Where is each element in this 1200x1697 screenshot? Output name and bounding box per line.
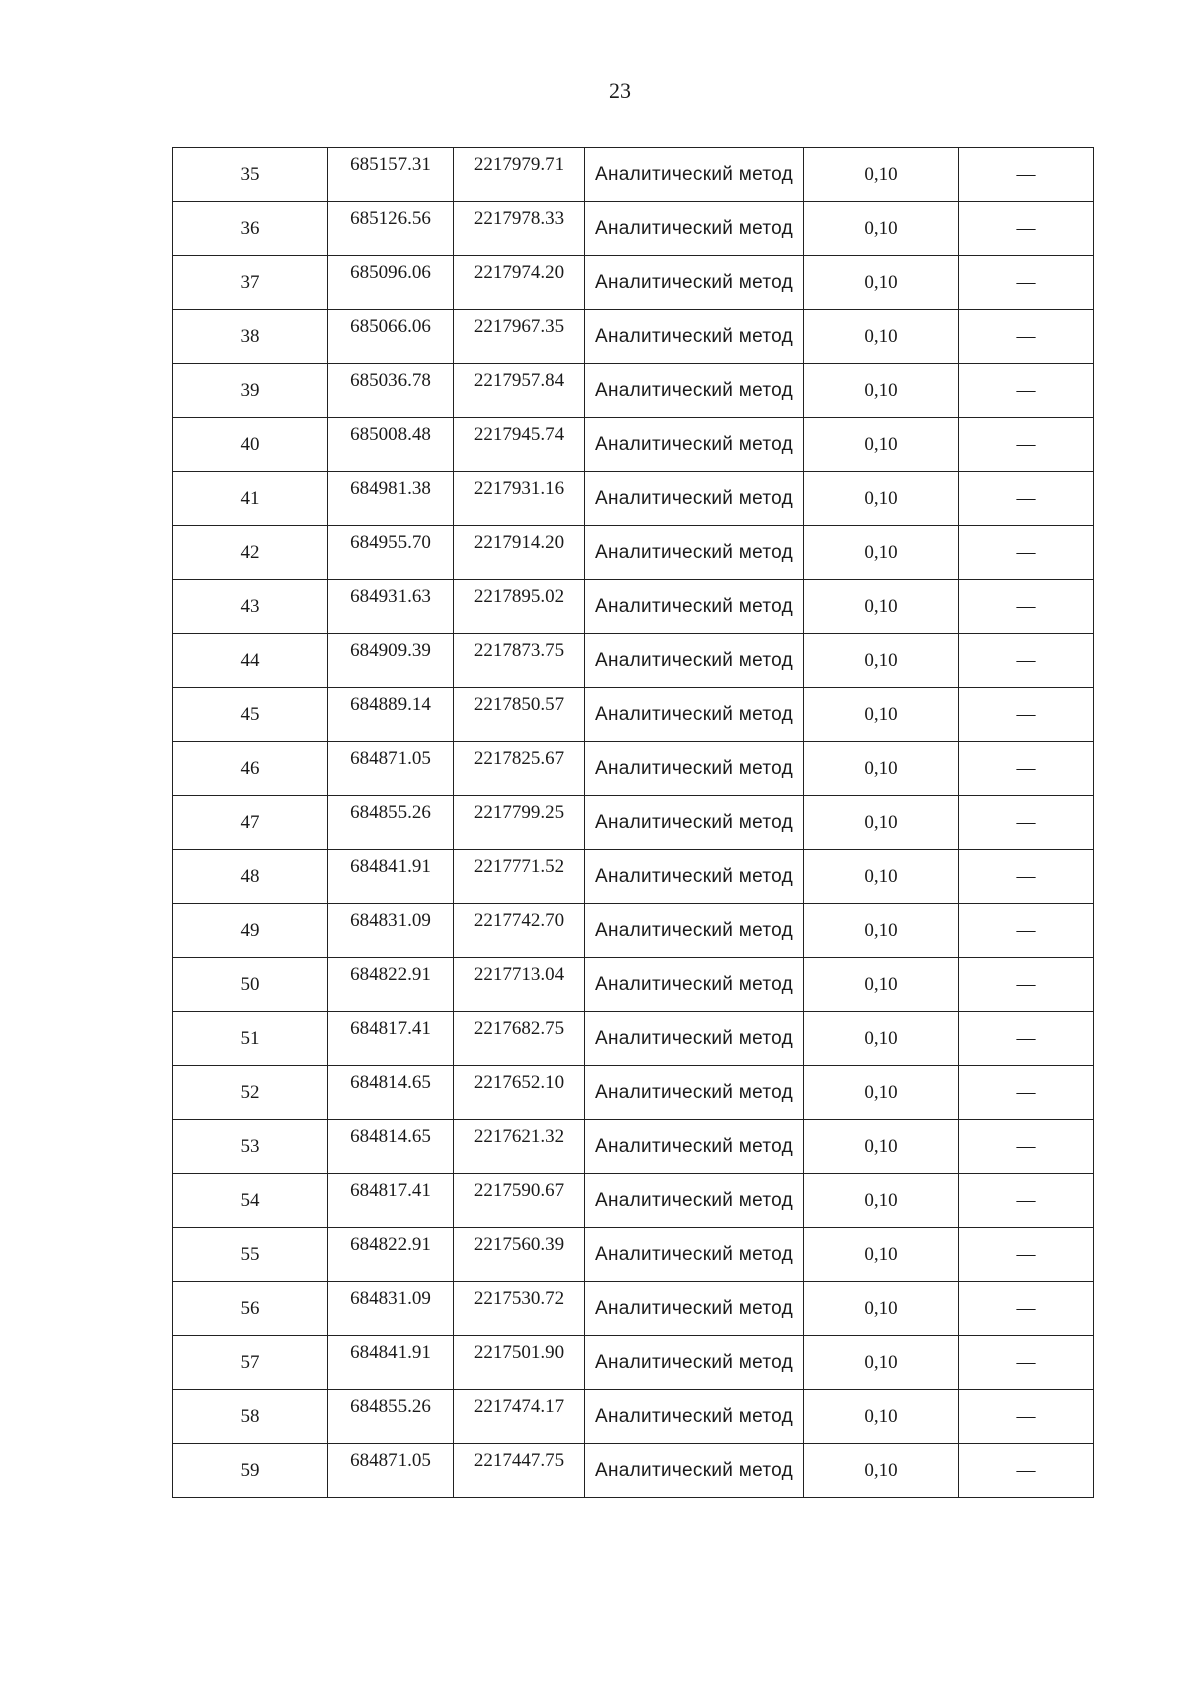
accuracy-cell: 0,10 (804, 148, 959, 202)
y-coordinate-cell (454, 418, 585, 472)
table-row (173, 418, 1094, 472)
x-coordinate-cell (328, 1066, 454, 1120)
method-cell: Аналитический метод (585, 310, 804, 364)
note-cell: — (959, 1012, 1094, 1066)
point-number-cell: 59 (173, 1444, 328, 1498)
accuracy-cell: 0,10 (804, 1444, 959, 1498)
y-coordinate-cell (454, 472, 585, 526)
table-row (173, 364, 1094, 418)
accuracy-cell: 0,10 (804, 580, 959, 634)
y-coordinate-cell (454, 796, 585, 850)
table-row (173, 1336, 1094, 1390)
y-coordinate-cell (454, 1012, 585, 1066)
x-coordinate-value: 684955.70 (350, 531, 431, 553)
x-coordinate-cell (328, 1012, 454, 1066)
table-body (173, 148, 1094, 1498)
method-cell: Аналитический метод (585, 850, 804, 904)
method-cell: Аналитический метод (585, 526, 804, 580)
note-cell: — (959, 688, 1094, 742)
method-cell: Аналитический метод (585, 742, 804, 796)
point-number-cell: 48 (173, 850, 328, 904)
method-cell: Аналитический метод (585, 1066, 804, 1120)
note-cell: — (959, 850, 1094, 904)
x-coordinate-value: 684855.26 (350, 1395, 431, 1417)
y-coordinate-cell (454, 1228, 585, 1282)
y-coordinate-value: 2217530.72 (473, 1287, 565, 1309)
x-coordinate-value: 684831.09 (350, 909, 431, 931)
y-coordinate-value: 2217979.71 (473, 153, 565, 175)
y-coordinate-value: 2217742.70 (473, 909, 565, 931)
y-coordinate-cell (454, 1120, 585, 1174)
method-cell: Аналитический метод (585, 256, 804, 310)
accuracy-cell: 0,10 (804, 634, 959, 688)
x-coordinate-cell (328, 526, 454, 580)
x-coordinate-cell (328, 958, 454, 1012)
point-number-cell: 42 (173, 526, 328, 580)
x-coordinate-value: 684814.65 (350, 1125, 431, 1147)
point-number-cell: 37 (173, 256, 328, 310)
x-coordinate-value: 684841.91 (350, 1341, 431, 1363)
accuracy-cell: 0,10 (804, 1228, 959, 1282)
y-coordinate-value: 2217771.52 (473, 855, 565, 877)
accuracy-cell: 0,10 (804, 526, 959, 580)
x-coordinate-cell (328, 1390, 454, 1444)
y-coordinate-cell (454, 1444, 585, 1498)
table-row (173, 634, 1094, 688)
table-row (173, 148, 1094, 202)
note-cell: — (959, 1444, 1094, 1498)
y-coordinate-cell (454, 634, 585, 688)
note-cell: — (959, 472, 1094, 526)
point-number-cell: 56 (173, 1282, 328, 1336)
note-cell: — (959, 202, 1094, 256)
y-coordinate-value: 2217474.17 (473, 1395, 565, 1417)
x-coordinate-cell (328, 1282, 454, 1336)
y-coordinate-cell (454, 1282, 585, 1336)
x-coordinate-value: 685036.78 (350, 369, 431, 391)
note-cell: — (959, 634, 1094, 688)
y-coordinate-cell (454, 742, 585, 796)
accuracy-cell: 0,10 (804, 472, 959, 526)
method-cell: Аналитический метод (585, 364, 804, 418)
x-coordinate-cell (328, 310, 454, 364)
point-number-cell: 51 (173, 1012, 328, 1066)
x-coordinate-cell (328, 1228, 454, 1282)
table-row (173, 742, 1094, 796)
method-cell: Аналитический метод (585, 1012, 804, 1066)
method-cell: Аналитический метод (585, 418, 804, 472)
point-number-cell: 45 (173, 688, 328, 742)
note-cell: — (959, 526, 1094, 580)
accuracy-cell: 0,10 (804, 742, 959, 796)
table-row (173, 256, 1094, 310)
note-cell: — (959, 742, 1094, 796)
point-number-cell: 53 (173, 1120, 328, 1174)
point-number-cell: 38 (173, 310, 328, 364)
point-number-cell: 52 (173, 1066, 328, 1120)
accuracy-cell: 0,10 (804, 1282, 959, 1336)
accuracy-cell: 0,10 (804, 1012, 959, 1066)
x-coordinate-cell (328, 688, 454, 742)
y-coordinate-value: 2217967.35 (473, 315, 565, 337)
y-coordinate-cell (454, 1336, 585, 1390)
note-cell: — (959, 1282, 1094, 1336)
accuracy-cell: 0,10 (804, 310, 959, 364)
method-cell: Аналитический метод (585, 1444, 804, 1498)
table-row (173, 1066, 1094, 1120)
y-coordinate-value: 2217825.67 (473, 747, 565, 769)
table-row (173, 580, 1094, 634)
accuracy-cell: 0,10 (804, 850, 959, 904)
note-cell: — (959, 310, 1094, 364)
point-number-cell: 55 (173, 1228, 328, 1282)
x-coordinate-cell (328, 202, 454, 256)
method-cell: Аналитический метод (585, 202, 804, 256)
y-coordinate-cell (454, 850, 585, 904)
note-cell: — (959, 148, 1094, 202)
x-coordinate-cell (328, 1444, 454, 1498)
note-cell: — (959, 1174, 1094, 1228)
x-coordinate-value: 684889.14 (350, 693, 431, 715)
note-cell: — (959, 418, 1094, 472)
y-coordinate-value: 2217799.25 (473, 801, 565, 823)
point-number-cell: 35 (173, 148, 328, 202)
method-cell: Аналитический метод (585, 796, 804, 850)
y-coordinate-value: 2217945.74 (473, 423, 565, 445)
x-coordinate-cell (328, 256, 454, 310)
method-cell: Аналитический метод (585, 1120, 804, 1174)
coordinates-table (172, 147, 1094, 1498)
x-coordinate-cell (328, 1336, 454, 1390)
point-number-cell: 46 (173, 742, 328, 796)
accuracy-cell: 0,10 (804, 418, 959, 472)
method-cell: Аналитический метод (585, 688, 804, 742)
y-coordinate-value: 2217914.20 (473, 531, 565, 553)
method-cell: Аналитический метод (585, 1228, 804, 1282)
note-cell: — (959, 1228, 1094, 1282)
accuracy-cell: 0,10 (804, 1336, 959, 1390)
x-coordinate-value: 684822.91 (350, 963, 431, 985)
y-coordinate-value: 2217978.33 (473, 207, 565, 229)
x-coordinate-value: 684871.05 (350, 747, 431, 769)
table-row (173, 1282, 1094, 1336)
y-coordinate-cell (454, 310, 585, 364)
method-cell: Аналитический метод (585, 634, 804, 688)
x-coordinate-cell (328, 904, 454, 958)
table-row (173, 904, 1094, 958)
note-cell: — (959, 256, 1094, 310)
y-coordinate-cell (454, 256, 585, 310)
note-cell: — (959, 1390, 1094, 1444)
x-coordinate-cell (328, 580, 454, 634)
point-number-cell: 36 (173, 202, 328, 256)
method-cell: Аналитический метод (585, 958, 804, 1012)
point-number-cell: 43 (173, 580, 328, 634)
table-row (173, 1012, 1094, 1066)
table-row (173, 1444, 1094, 1498)
x-coordinate-cell (328, 796, 454, 850)
x-coordinate-value: 684931.63 (350, 585, 431, 607)
y-coordinate-value: 2217931.16 (473, 477, 565, 499)
method-cell: Аналитический метод (585, 1174, 804, 1228)
table-row (173, 958, 1094, 1012)
x-coordinate-value: 685126.56 (350, 207, 431, 229)
x-coordinate-cell (328, 850, 454, 904)
y-coordinate-cell (454, 688, 585, 742)
point-number-cell: 49 (173, 904, 328, 958)
y-coordinate-cell (454, 364, 585, 418)
x-coordinate-value: 684831.09 (350, 1287, 431, 1309)
x-coordinate-cell (328, 1174, 454, 1228)
x-coordinate-value: 684817.41 (350, 1179, 431, 1201)
note-cell: — (959, 958, 1094, 1012)
accuracy-cell: 0,10 (804, 1390, 959, 1444)
y-coordinate-cell (454, 202, 585, 256)
y-coordinate-cell (454, 1066, 585, 1120)
y-coordinate-value: 2217501.90 (473, 1341, 565, 1363)
point-number-cell: 41 (173, 472, 328, 526)
accuracy-cell: 0,10 (804, 202, 959, 256)
table-row (173, 202, 1094, 256)
y-coordinate-value: 2217850.57 (473, 693, 565, 715)
x-coordinate-value: 684871.05 (350, 1449, 431, 1471)
y-coordinate-value: 2217682.75 (473, 1017, 565, 1039)
y-coordinate-value: 2217621.32 (473, 1125, 565, 1147)
note-cell: — (959, 364, 1094, 418)
y-coordinate-value: 2217957.84 (473, 369, 565, 391)
x-coordinate-value: 684909.39 (350, 639, 431, 661)
accuracy-cell: 0,10 (804, 1066, 959, 1120)
x-coordinate-value: 684822.91 (350, 1233, 431, 1255)
page-number: 23 (609, 78, 631, 103)
y-coordinate-value: 2217713.04 (473, 963, 565, 985)
table-row (173, 796, 1094, 850)
x-coordinate-cell (328, 472, 454, 526)
y-coordinate-value: 2217447.75 (473, 1449, 565, 1471)
x-coordinate-cell (328, 742, 454, 796)
y-coordinate-cell (454, 958, 585, 1012)
point-number-cell: 50 (173, 958, 328, 1012)
table-row (173, 310, 1094, 364)
point-number-cell: 58 (173, 1390, 328, 1444)
y-coordinate-value: 2217560.39 (473, 1233, 565, 1255)
y-coordinate-value: 2217974.20 (473, 261, 565, 283)
y-coordinate-value: 2217873.75 (473, 639, 565, 661)
method-cell: Аналитический метод (585, 1336, 804, 1390)
method-cell: Аналитический метод (585, 472, 804, 526)
x-coordinate-value: 685096.06 (350, 261, 431, 283)
table-row (173, 850, 1094, 904)
accuracy-cell: 0,10 (804, 256, 959, 310)
accuracy-cell: 0,10 (804, 688, 959, 742)
y-coordinate-cell (454, 148, 585, 202)
x-coordinate-cell (328, 364, 454, 418)
x-coordinate-value: 684841.91 (350, 855, 431, 877)
x-coordinate-value: 684817.41 (350, 1017, 431, 1039)
table-row (173, 1120, 1094, 1174)
x-coordinate-value: 685008.48 (350, 423, 431, 445)
method-cell: Аналитический метод (585, 1390, 804, 1444)
y-coordinate-cell (454, 1174, 585, 1228)
x-coordinate-value: 684814.65 (350, 1071, 431, 1093)
accuracy-cell: 0,10 (804, 364, 959, 418)
table-row (173, 526, 1094, 580)
x-coordinate-value: 685066.06 (350, 315, 431, 337)
accuracy-cell: 0,10 (804, 904, 959, 958)
table-row (173, 688, 1094, 742)
table-row (173, 472, 1094, 526)
note-cell: — (959, 904, 1094, 958)
method-cell: Аналитический метод (585, 580, 804, 634)
y-coordinate-cell (454, 580, 585, 634)
point-number-cell: 47 (173, 796, 328, 850)
method-cell: Аналитический метод (585, 1282, 804, 1336)
note-cell: — (959, 1336, 1094, 1390)
table-row (173, 1390, 1094, 1444)
x-coordinate-value: 684981.38 (350, 477, 431, 499)
x-coordinate-cell (328, 148, 454, 202)
x-coordinate-value: 684855.26 (350, 801, 431, 823)
method-cell: Аналитический метод (585, 148, 804, 202)
point-number-cell: 54 (173, 1174, 328, 1228)
y-coordinate-value: 2217590.67 (473, 1179, 565, 1201)
y-coordinate-value: 2217895.02 (473, 585, 565, 607)
note-cell: — (959, 580, 1094, 634)
accuracy-cell: 0,10 (804, 1174, 959, 1228)
y-coordinate-value: 2217652.10 (473, 1071, 565, 1093)
point-number-cell: 44 (173, 634, 328, 688)
x-coordinate-cell (328, 1120, 454, 1174)
accuracy-cell: 0,10 (804, 1120, 959, 1174)
y-coordinate-cell (454, 526, 585, 580)
y-coordinate-cell (454, 904, 585, 958)
accuracy-cell: 0,10 (804, 958, 959, 1012)
point-number-cell: 40 (173, 418, 328, 472)
note-cell: — (959, 1066, 1094, 1120)
method-cell: Аналитический метод (585, 904, 804, 958)
accuracy-cell: 0,10 (804, 796, 959, 850)
x-coordinate-cell (328, 418, 454, 472)
note-cell: — (959, 1120, 1094, 1174)
y-coordinate-cell (454, 1390, 585, 1444)
x-coordinate-value: 685157.31 (350, 153, 431, 175)
x-coordinate-cell (328, 634, 454, 688)
point-number-cell: 57 (173, 1336, 328, 1390)
table-row (173, 1228, 1094, 1282)
point-number-cell: 39 (173, 364, 328, 418)
table-row (173, 1174, 1094, 1228)
note-cell: — (959, 796, 1094, 850)
